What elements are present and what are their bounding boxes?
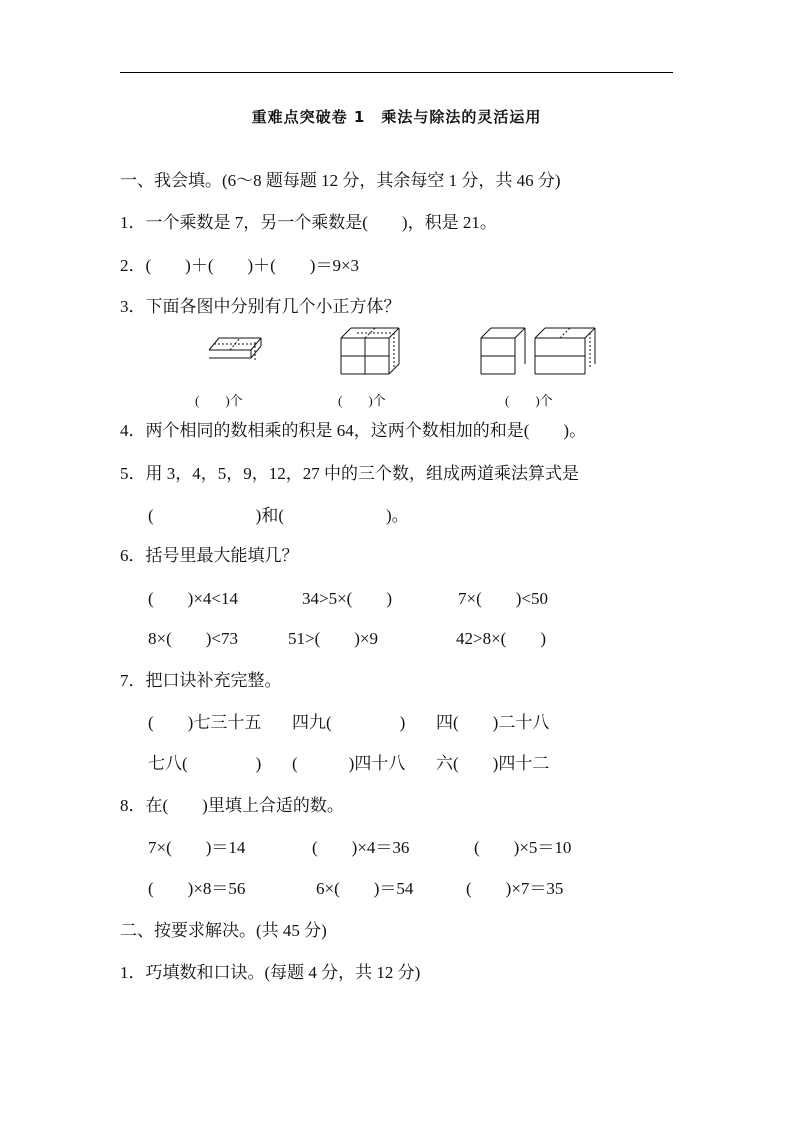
q6-item-2: 34>5×( ) bbox=[302, 589, 392, 608]
section1-heading: 一、我会填。(6～8 题每题 12 分，其余每空 1 分，共 46 分) bbox=[120, 171, 561, 190]
q8-item-4: ( )×8＝56 bbox=[148, 879, 246, 898]
question-4: 4．两个相同的数相乘的积是 64，这两个数相加的和是( )。 bbox=[120, 421, 587, 440]
header-rule bbox=[120, 72, 673, 73]
question-7: 7．把口诀补充完整。 bbox=[120, 671, 282, 690]
figure-2-caption: ( )个 bbox=[338, 393, 386, 408]
q7-item-5: ( )四十八 bbox=[292, 754, 406, 773]
q6-item-5: 51>( )×9 bbox=[288, 629, 378, 648]
figure-3-cubes bbox=[481, 328, 595, 374]
question-6: 6．括号里最大能填几？ bbox=[120, 546, 299, 565]
section2-heading: 二、按要求解决。(共 45 分) bbox=[120, 921, 327, 940]
q7-item-1: ( )七三十五 bbox=[148, 713, 262, 732]
q8-item-2: ( )×4＝36 bbox=[312, 838, 410, 857]
q7-item-2: 四九( ) bbox=[292, 713, 406, 732]
figure-1-caption: ( )个 bbox=[195, 393, 243, 408]
cube-drawings bbox=[195, 322, 615, 384]
q6-item-1: ( )×4<14 bbox=[148, 589, 238, 608]
cube-figures bbox=[195, 322, 615, 408]
q8-item-5: 6×( )＝54 bbox=[316, 879, 414, 898]
question-8: 8．在( )里填上合适的数。 bbox=[120, 796, 344, 815]
question-5-line-2: ( )和( )。 bbox=[148, 506, 409, 525]
q6-item-4: 8×( )<73 bbox=[148, 629, 238, 648]
section2-question-1: 1．巧填数和口诀。(每题 4 分，共 12 分) bbox=[120, 963, 421, 982]
question-5-line-1: 5．用 3，4，5，9，12，27 中的三个数，组成两道乘法算式是 bbox=[120, 464, 579, 483]
question-2: 2．( )＋( )＋( )＝9×3 bbox=[120, 256, 360, 275]
question-1: 1．一个乘数是 7，另一个乘数是( )，积是 21。 bbox=[120, 213, 497, 232]
figure-3-caption: ( )个 bbox=[505, 393, 553, 408]
q7-item-6: 六( )四十二 bbox=[436, 754, 550, 773]
q7-item-3: 四( )二十八 bbox=[436, 713, 550, 732]
page-title: 重难点突破卷 1 乘法与除法的灵活运用 bbox=[251, 108, 542, 126]
q8-item-1: 7×( )＝14 bbox=[148, 838, 246, 857]
q7-item-4: 七八( ) bbox=[148, 754, 262, 773]
q8-item-6: ( )×7＝35 bbox=[466, 879, 564, 898]
question-3: 3．下面各图中分别有几个小正方体？ bbox=[120, 297, 401, 316]
q6-item-6: 42>8×( ) bbox=[456, 629, 546, 648]
figure-1-cubes bbox=[209, 338, 261, 362]
q8-item-3: ( )×5＝10 bbox=[474, 838, 572, 857]
figure-2-cubes bbox=[341, 328, 399, 374]
q6-item-3: 7×( )<50 bbox=[458, 589, 548, 608]
